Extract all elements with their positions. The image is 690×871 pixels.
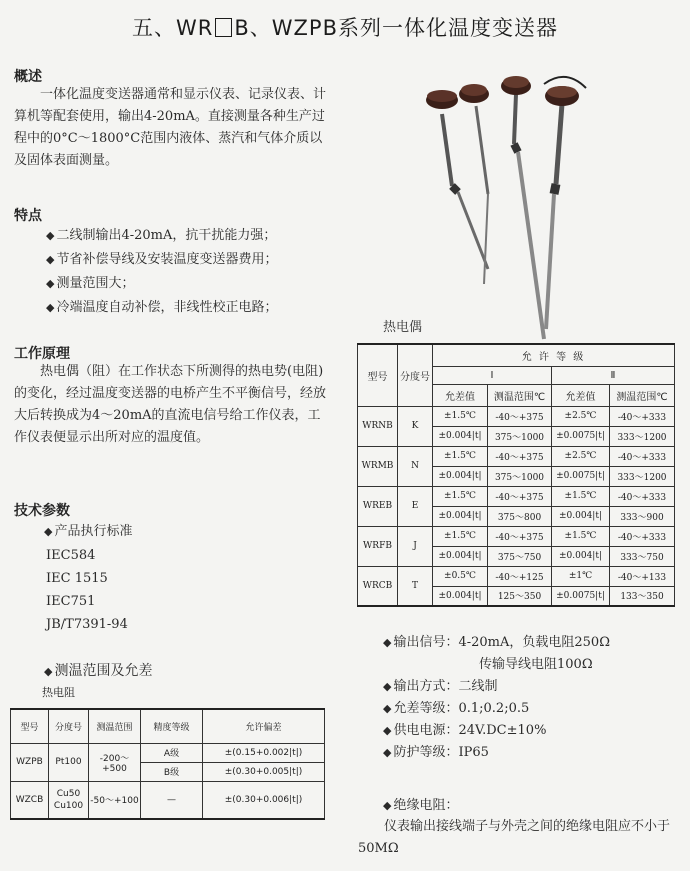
standard-item: IEC 1515 — [46, 571, 108, 586]
rtd-cell: ±(0.15+0.002|t|) — [203, 743, 325, 762]
feature-item: ◆ 节省补偿导线及安装温度变送器费用； — [46, 252, 278, 267]
features-list — [46, 224, 277, 320]
tc-cell: 375～1000 — [488, 426, 552, 446]
tc-cell: ±1.5℃ — [433, 486, 488, 506]
rtd-header-range: 测温范围 — [89, 709, 141, 743]
tc-cell: WRNB — [358, 406, 398, 446]
tc-cell: ±1.5℃ — [552, 486, 610, 506]
tc-cell: 333～900 — [610, 506, 675, 526]
rtd-table — [10, 708, 325, 820]
rtd-cell: -50～+100 — [89, 781, 141, 819]
tc-cell: ±0.004|t| — [433, 426, 488, 446]
tc-cell: 375～750 — [488, 546, 552, 566]
tc-cell: ±1.5℃ — [433, 406, 488, 426]
page-title — [0, 12, 690, 42]
diamond-bullet-icon: ◆ — [44, 665, 53, 678]
tc-cell: ±1.5℃ — [433, 526, 488, 546]
range-label: ◆ 测温范围及允差 — [44, 663, 153, 679]
rtd-label: 热电阻 — [42, 686, 75, 699]
tc-header-index: 分度号 — [398, 344, 433, 406]
tc-cell: -40～+125 — [488, 566, 552, 586]
principle-heading: 工作原理 — [14, 346, 70, 362]
tc-cell: ±0.004|t| — [433, 586, 488, 606]
tc-cell: ±0.5℃ — [433, 566, 488, 586]
spec-item: ◆ 供电电源：24V.DC±10% — [383, 723, 547, 738]
tc-cell: ±1.5℃ — [552, 526, 610, 546]
overview-text: 一体化温度变送器通常和显示仪表、记录仪表、计算机等配套使用，输出4-20mA。直接测量各种生产过程中的0°C～1800°C范围内液体、蒸汽和气体介质以及固体表面测量。 — [14, 87, 327, 168]
tc-cell: ±0.0075|t| — [552, 586, 610, 606]
title-part-1: 五、WR — [132, 16, 214, 40]
rtd-cell: WZCB — [11, 781, 49, 819]
specs-list — [383, 632, 610, 764]
tc-header-tol: 允差值 — [433, 384, 488, 406]
tc-cell: ±0.0075|t| — [552, 426, 610, 446]
thermocouple-probe-image — [544, 77, 586, 329]
tc-cell: WRFB — [358, 526, 398, 566]
tc-cell: J — [398, 526, 433, 566]
rtd-header-model: 型号 — [11, 709, 49, 743]
standards-list — [46, 544, 128, 636]
rtd-cell: — — [141, 781, 203, 819]
tc-cell: ±0.004|t| — [433, 466, 488, 486]
tc-cell: -40～+333 — [610, 526, 675, 546]
spec-item: ◆ 防护等级：IP65 — [383, 745, 489, 760]
table-row — [358, 446, 675, 466]
tc-cell: ±0.004|t| — [552, 506, 610, 526]
table-row — [358, 566, 675, 586]
rtd-cell: ±(0.30+0.006|t|) — [203, 781, 325, 819]
rtd-cell: ±(0.30+0.005|t|) — [203, 762, 325, 781]
tc-cell: 133～350 — [610, 586, 675, 606]
tc-cell: -40～+375 — [488, 526, 552, 546]
overview-heading: 概述 — [14, 69, 42, 85]
thermocouple-table — [357, 343, 675, 607]
diamond-bullet-icon: ◆ — [44, 525, 53, 538]
table-row — [11, 781, 325, 819]
diamond-bullet-icon: ◆ — [383, 680, 392, 693]
table-row — [358, 526, 675, 546]
product-photo — [416, 74, 648, 344]
tc-cell: -40～+333 — [610, 446, 675, 466]
title-part-2: B、WZPB系列一体化温度变送器 — [234, 16, 558, 40]
tc-cell: 333～1200 — [610, 466, 675, 486]
diamond-bullet-icon: ◆ — [383, 724, 392, 737]
tc-cell: -40～+375 — [488, 446, 552, 466]
standard-item: IEC584 — [46, 548, 96, 563]
tc-cell: ±0.004|t| — [433, 506, 488, 526]
tc-cell: WRCB — [358, 566, 398, 606]
tc-header-allow: 允 许 等 级 — [433, 344, 675, 366]
insulation-label: ◆ 绝缘电阻： — [383, 798, 459, 813]
diamond-bullet-icon: ◆ — [383, 702, 392, 715]
rtd-cell: B级 — [141, 762, 203, 781]
tc-cell: WRMB — [358, 446, 398, 486]
tc-header-model: 型号 — [358, 344, 398, 406]
standard-item: IEC751 — [46, 594, 96, 609]
tc-cell: 125～350 — [488, 586, 552, 606]
tc-header-grade-1: I — [433, 366, 552, 384]
tc-cell: -40～+333 — [610, 486, 675, 506]
tc-header-tol: 允差值 — [552, 384, 610, 406]
tc-cell: ±2.5℃ — [552, 446, 610, 466]
spec-item: ◆ 输出方式：二线制 — [383, 679, 498, 694]
rtd-cell: Cu50 Cu100 — [49, 781, 89, 819]
rtd-cell: Pt100 — [49, 743, 89, 781]
diamond-bullet-icon: ◆ — [46, 229, 55, 242]
tc-cell: 333～1200 — [610, 426, 675, 446]
tc-cell: 375～1000 — [488, 466, 552, 486]
tc-cell: -40～+375 — [488, 406, 552, 426]
rtd-header-tolerance: 允许偏差 — [203, 709, 325, 743]
tc-cell: 375～800 — [488, 506, 552, 526]
feature-item: ◆ 测量范围大； — [46, 276, 135, 291]
tc-cell: ±2.5℃ — [552, 406, 610, 426]
feature-item: ◆ 二线制输出4-20mA，抗干扰能力强； — [46, 228, 277, 243]
tech-heading: 技术参数 — [14, 503, 70, 519]
standard-item: JB/T7391-94 — [46, 617, 128, 632]
tc-cell: T — [398, 566, 433, 606]
rtd-cell: -200～+500 — [89, 743, 141, 781]
diamond-bullet-icon: ◆ — [383, 746, 392, 759]
rtd-cell: A级 — [141, 743, 203, 762]
table-row — [11, 743, 325, 762]
thermocouple-probe-image — [459, 84, 489, 284]
tc-cell: ±1℃ — [552, 566, 610, 586]
title-box-symbol — [215, 18, 232, 37]
thermocouple-label: 热电偶 — [383, 320, 423, 335]
table-row — [358, 486, 675, 506]
feature-item: ◆ 冷端温度自动补偿，非线性校正电路； — [46, 300, 278, 315]
diamond-bullet-icon: ◆ — [46, 301, 55, 314]
tc-cell: E — [398, 486, 433, 526]
tc-cell: WREB — [358, 486, 398, 526]
tc-header-grade-2: Ⅱ — [552, 366, 675, 384]
tc-cell: 333～750 — [610, 546, 675, 566]
tc-cell: ±0.0075|t| — [552, 466, 610, 486]
tc-cell: ±0.004|t| — [433, 546, 488, 566]
rtd-header-grade: 精度等级 — [141, 709, 203, 743]
tc-cell: N — [398, 446, 433, 486]
tc-cell: -40～+333 — [610, 406, 675, 426]
tc-cell: ±0.004|t| — [552, 546, 610, 566]
spec-item: ◆ 允差等级：0.1;0.2;0.5 — [383, 701, 530, 716]
table-row — [358, 406, 675, 426]
tc-cell: ±1.5℃ — [433, 446, 488, 466]
tc-cell: -40～+375 — [488, 486, 552, 506]
insulation-text: 仪表输出接线端子与外壳之间的绝缘电阻应不小于50MΩ — [358, 819, 671, 856]
diamond-bullet-icon: ◆ — [383, 636, 392, 649]
diamond-bullet-icon: ◆ — [383, 799, 392, 812]
rtd-cell: WZPB — [11, 743, 49, 781]
spec-item: 传输导线电阻100Ω — [479, 657, 593, 672]
spec-item: ◆ 输出信号：4-20mA，负载电阻250Ω — [383, 635, 610, 650]
features-heading: 特点 — [14, 208, 42, 224]
diamond-bullet-icon: ◆ — [46, 253, 55, 266]
tc-header-range: 测温范围℃ — [488, 384, 552, 406]
tc-header-range: 测温范围℃ — [610, 384, 675, 406]
thermocouple-probe-image — [501, 76, 544, 339]
diamond-bullet-icon: ◆ — [46, 277, 55, 290]
tc-cell: -40～+133 — [610, 566, 675, 586]
standards-label: ◆ 产品执行标准 — [44, 524, 133, 539]
tc-cell: K — [398, 406, 433, 446]
principle-text: 热电偶（阻）在工作状态下所测得的热电势(电阻)的变化，经过温度变送器的电桥产生不平衡信号，经放大后转换成为4～20mA的直流电信号给工作仪表，工作仪表便显示出所对应的温度值。 — [14, 364, 327, 445]
rtd-header-index: 分度号 — [49, 709, 89, 743]
